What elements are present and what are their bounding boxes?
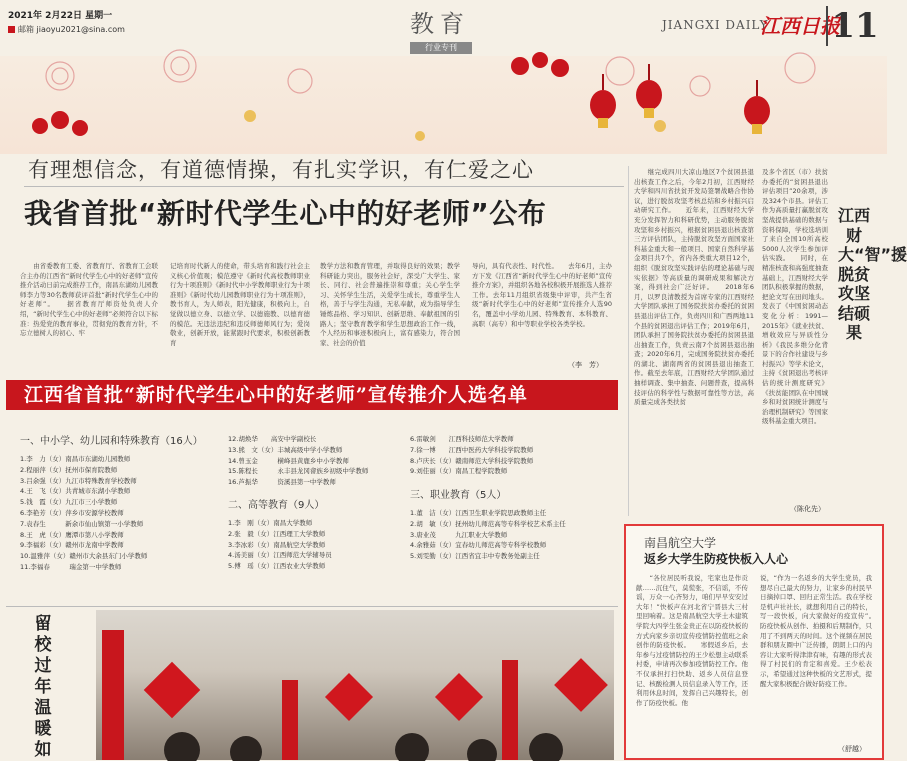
nominee-list: [228, 518, 428, 572]
category-heading: 二、高等教育（9人）: [228, 500, 325, 511]
nominee-item: 3.唐业茂 九江职业大学教师: [410, 530, 508, 539]
mail-line: [8, 24, 125, 35]
article-byline: （李 芳）: [568, 361, 603, 369]
category-heading: 一、中小学、幼儿园和特殊教育（16人）: [20, 436, 203, 447]
lantern-icon: [636, 80, 662, 110]
nominee-item: 4.汤美丽（女）江西师范大学辅导员: [228, 551, 332, 560]
page-number: 11: [826, 6, 882, 46]
students-photo: [96, 610, 614, 760]
festive-banner: [0, 56, 887, 154]
nominee-item: 6.雷敏剑 江西科技师范大学教师: [410, 435, 514, 443]
nominee-item: 5.刘雯勤（女）江西省宜丰中专教务处副主任: [410, 552, 540, 561]
article-column-4: 导向，具有代表性、时代性。 去年6月，主办方下发《江西省“新时代学生心中的好老师”宣传推介方案》，并组织各地各校积极开展推选人推荐工作。去年11月组织省级集中评审，共产生省级“新时代学生心中的好老师”宣传推介人选90名，覆盖中小学幼儿园、特殊教育、本科教育、高职（高专）和中等职业学校各类学校。: [472, 262, 612, 328]
photo-section-title: 留校过年温暖如: [34, 614, 52, 760]
nominee-item: 7.袁春生 新余市仙山镇第一小学教师: [20, 519, 144, 528]
nominee-lists: [6, 420, 618, 600]
nominee-item: 15.陈程长 永丰县龙冈畲族乡初级中学教师: [228, 467, 369, 476]
nominee-item: 14.曾玉金 横峰县黄鹿乡中小学教师: [228, 456, 349, 465]
box-school: 南昌航空大学: [644, 536, 717, 550]
nominee-list: [20, 454, 240, 573]
nominee-item: 13.熊 文（女）丰城高级中学小学教师: [228, 445, 343, 454]
nominee-item: 6.李艳芳（女）萍乡市安源学校教师: [20, 508, 124, 517]
box-column-1: “各位居民听我说，宅家也是作贡献……沉住气，莫慌张，不信谣，不传谣，万众一心齐努力，咱们早早安安过大年！”快板声在河北省宁晋县大三村里回响着。这是南昌航空大学土木建筑学院大四学生张金贵正在以防疫快板的方式向家乡亲切宣传疫情防控值班之余创作的防疫快板。 寒假返乡后，去年参与过疫情防控的王少松想主动联系村委，申请再次参加疫情防控工作。他不仅承担打扫快助、返乡人员信息登记、核酸检测人员信息录入等工作，还利用休息时间，发挥自己兴趣特长，创作了防疫快板。他: [636, 574, 748, 707]
newspaper-logo: 江西日报: [760, 14, 840, 38]
section-subtitle: 行业专刊: [410, 42, 472, 54]
nominee-list: [228, 434, 428, 488]
article-headline: 我省首批“新时代学生心中的好老师”公布: [24, 197, 547, 230]
divider: [24, 186, 624, 187]
nominee-item: 1.李 刚（女）南昌大学教师: [228, 519, 313, 527]
article-subheading: 有理想信念，有道德情操，有扎实学识，有仁爱之心: [28, 158, 534, 182]
nominee-item: 11.李福春 瑞金第一中学教师: [20, 562, 122, 571]
nominee-item: 4.王 飞（女）共青城市东湖小学教师: [20, 487, 131, 496]
box-byline: （舒越）: [838, 745, 866, 753]
nominee-item: 2.胡 敏（女）抚州幼儿师范高等专科学校艺术系主任: [410, 519, 566, 528]
article-column-2: 记培育时代新人的使命，带头培育和践行社会主义核心价值观；模范遵守《新时代高校教师职业行为十项准则》《新时代中小学教师职业行为十项准则》《新时代幼儿园教师职业行为十项准则》，教书育人，为人师表，阳光健康，积极向上，自觉做以德立身、以德立学、以德施教、以德育德的模范。无违法违纪和违反师德师风行为；爱岗敬业，创新开放，能紧跟时代要求，积极创新教育: [170, 262, 310, 347]
nominee-list: [410, 508, 620, 562]
nominee-item: 2.程丽萍（女）抚州市保育院教师: [20, 465, 118, 474]
right-article-byline: （陈化先）: [790, 505, 825, 513]
people-icon: [96, 610, 614, 760]
nominee-list: [410, 434, 620, 477]
box-headline: 返乡大学生防疫快板入人心: [644, 552, 789, 566]
right-article-headline: 江西财大“智”援脱贫攻坚结硕果: [838, 206, 907, 342]
nominee-item: 10.温雅萍（女）赣州市大余县东门小学教师: [20, 552, 148, 561]
nominee-item: 1.李 力（女）南昌市东湖幼儿园教师: [20, 455, 131, 463]
section-title: 教育: [410, 10, 470, 38]
nominee-banner: 江西省首批“新时代学生心中的好老师”宣传推介人选名单: [6, 380, 618, 410]
nominee-item: 7.徐一博 江西中医药大学科技学院教师: [410, 445, 534, 454]
article-column-3: 教学方法和教育管理，并取得良好的效果；教学科研能力突出，服务社会好，深受广大学生、家长、同行、社会普遍推崇和尊重；关心学生学习、关怀学生生活，关爱学生成长，尊重学生人格，善于与学生沟通，无私奉献，成为指导学生锤炼品格、学习知识、创新思维、奉献祖国的引路人；坚守教育教学和学生思想政治工作一线，个人经历和事迹积极向上，富有感染力，符合国家、社会的价值: [320, 262, 460, 347]
nominee-item: 5.傅 瑶（女）江西农业大学教师: [228, 562, 326, 571]
paper-name: JIANGXI DAILY: [662, 18, 769, 32]
nominee-item: 9.刘佳丽（女）南昌工程学院教师: [410, 467, 508, 476]
nominee-item: 5.钱 霞（女）九江市三小学教师: [20, 498, 118, 507]
nominee-item: 4.余雅茹（女）宜春幼儿师范高等专科学校教师: [410, 541, 547, 550]
lantern-icon: [744, 96, 770, 126]
nominee-item: 12.胡焕华 高安中学副校长: [228, 435, 317, 443]
right-article-column-2: 及多个省区（市）扶贫办委托的“贫困县退出评估项目”20余项，涉及324个市县。评估工作为高质量打赢脱贫攻坚战提供基础的数据与资料保障，学校选培训了来自全国10所高校5000人次学生参加评估实践。 同时，在精准核查和高强度抽查基础上，江西财经大学团队积极掌握的数据，把论文写在田间地头。发表了《中国贫困动态变化分析：1991—2015年》《就业扶贫、增收效应与异质性分析》《我民多维分化背景下的合作社建设与乡村振兴》等学术论文，主持《贫困退出考核评估的统计测度研究》《扶贫能团队在中国城乡和对贫困统计测度与治理机制研究》等国家级科基金重大项目。: [762, 168, 828, 426]
nominee-item: 2.张 毅（女）江西理工大学教师: [228, 529, 326, 538]
nominee-item: 3.吕余强（女）九江市特殊教育学校教师: [20, 476, 137, 485]
column-divider: [628, 166, 629, 516]
nominee-item: 1.董 洁（女）江西卫生职业学院思政教师主任: [410, 509, 547, 517]
issue-date: 2021年 2月22日 星期一: [8, 11, 113, 21]
highlight-box: [624, 524, 884, 760]
lantern-icon: [590, 90, 616, 120]
nominee-item: 16.芦振华 资溪县第一中学教师: [228, 478, 336, 487]
nominee-item: 8.卢庆长（女）赣南师范大学科技学院教师: [410, 456, 534, 465]
category-heading: 三、职业教育（5人）: [410, 490, 507, 501]
mail-text: 邮箱 jiaoyu2021@sina.com: [18, 25, 125, 34]
nominee-item: 9.李福彩（女）赣州市龙南中学教师: [20, 541, 124, 550]
nominee-item: 8.王 虎（女）鹰潭市第八小学教师: [20, 530, 124, 539]
article-column-1: 由省委教育工委、省教育厅、省教育工会联合主办的江西省“新时代学生心中的好老师”宣传推介活动日前完成推荐工作，南昌东湖幼儿园教师李力等30名教师获评首批“新时代学生心中的好老师”。 据省教育厅师资处负责人介绍，“新时代学生心中的好老师”必须符合以下标准：热爱党的教育事业，贯彻党的教育方针，不忘立德树人的初心、牢: [20, 262, 158, 338]
divider: [6, 606, 618, 607]
right-article-column-1: 继完成四川大凉山地区7个贫困县退出核查工作之后，今年2月初，江西财经大学和四川省扶贫开发局签署战略合作协议，进行脱贫攻坚考核总结和乡村振兴启动研究工作。 近年来，江西财经大学充分发挥智力和科研优势，主动服务脱贫攻坚和乡村振兴，根据贫困县退出核查第三方评估团队，主持脱贫攻坚方面国家社科基金重大和一般项目、国家自然科学基金项目共7个，省内各类重大项目12个，组织《脱贫攻坚实践评估的理论基础与现实依据》等高质量的调研成果和解决方案，得到社会广泛好评。 2018年6月，以罗良清教授为首席专家的江西财经大学团队承担了国务院扶贫办委托的贫困县退出评估工作，负责四川和广西两地11个县的贫困退出评估工作；2019年6月，团队承担了国务院扶贫办委托的贫困县退出抽查工作，负责云南7个贫困县退出抽查；2020年6月，完成国务院扶贫办委托的湖北、湖南两省的贫困县退出抽查工作。截至去年底，江西财经大学团队通过抽样调查、集中抽查、问题普查，提高科技评估的科学性与数据可靠性等方法，高质量完成各类扶贫: [634, 168, 754, 407]
box-column-2: 说，“作为一名返乡的大学生党员，我想尽自己最大的努力，让家乡的村民早日摘掉口罩、回归正常生活。我在学校是机声社社长，就想利用自己的特长，写一段快板，向大家做好的疫宣传”。 防疫快板从创作、拍摄和后期制作，只用了不到两天的时间。这个视频在居民群和朋友圈中广泛传播，朗朗上口的内容让大家听得津津有味，有趣的形式表得了村民们的肯定和喜爱。王少松表示，希望通过这种快板的文艺形式，提醒大家积极配合做好防疫工作。: [760, 574, 885, 688]
square-icon: [8, 26, 15, 33]
nominee-item: 3.李冰彩（女）南昌航空大学教师: [228, 540, 326, 549]
